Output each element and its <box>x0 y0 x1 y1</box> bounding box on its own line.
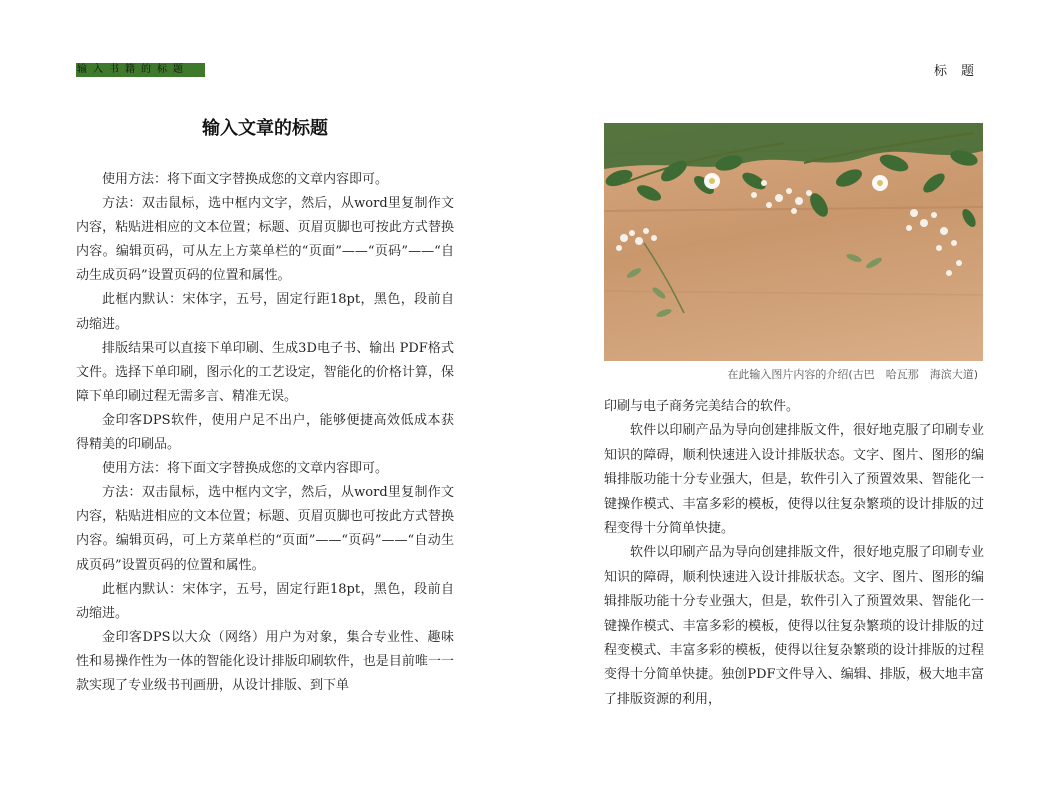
right-paragraph: 印刷与电子商务完美结合的软件。 <box>604 399 800 414</box>
right-paragraph: 软件以印刷产品为导向创建排版文件，很好地克服了印刷专业知识的障碍，顺利快速进入设计排版状态。文字、图片、图形的编辑排版功能十分专业强大，但是，软件引入了预置效果、智能化一键操作模式、丰富多彩的模板，使得以往复杂繁琐的设计排版的过程变得十分简单快捷。 <box>604 423 984 537</box>
right-paragraph: 软件以印刷产品为导向创建排版文件，很好地克服了印刷专业知识的障碍，顺利快速进入设计排版状态。文字、图片、图形的编辑排版功能十分专业强大，但是，软件引入了预置效果、智能化一键操作模式、丰富多彩的模板，使得以往复杂繁琐的设计排版的过程变模式、丰富多彩的模板，使得以往复杂繁琐的设计排版的过程变得十分简单快捷。独创PDF文件导入、编辑、排版，极大地丰富了排版资源的利用， <box>604 545 984 707</box>
section-title-header: 标题 <box>934 64 989 79</box>
left-paragraph: 使用方法：将下面文字替换成您的文章内容即可。 <box>102 172 389 187</box>
left-paragraph: 方法：双击鼠标，选中框内文字，然后，从word里复制作文内容，粘贴进相应的文本位置；标题、页眉页脚也可按此方式替换内容。编辑页码，可从左上方菜单栏的“页面”——“页码”——“自动生成页码”设置页码的位置和属性。 <box>76 196 454 284</box>
left-paragraph: 此框内默认：宋体字，五号，固定行距18pt，黑色，段前自动缩进。 <box>76 581 454 621</box>
article-title: 输入文章的标题 <box>202 118 328 139</box>
left-paragraph: 此框内默认：宋体字，五号，固定行距18pt，黑色，段前自动缩进。 <box>76 292 454 332</box>
left-page <box>76 116 454 698</box>
left-paragraph: 排版结果可以直接下单印刷、生成3D电子书、输出 PDF格式文件。选择下单印刷，图示化的工艺设定，智能化的价格计算，保障下单印刷过程无需多言、精准无误。 <box>76 340 454 404</box>
flowers-photo <box>604 123 983 361</box>
image-caption: 在此输入图片内容的介绍(古巴 哈瓦那 海滨大道) <box>727 368 978 381</box>
left-paragraph: 金印客DPS以大众（网络）用户为对象，集合专业性、趣味性和易操作性为一体的智能化设计排版印刷软件，也是目前唯一一款实现了专业级书刊画册，从设计排版、到下单 <box>76 629 454 693</box>
left-paragraph: 使用方法：将下面文字替换成您的文章内容即可。 <box>102 461 389 477</box>
book-title-header: 输入书籍的标题 <box>76 63 205 77</box>
right-page <box>604 123 984 712</box>
flowers-illustration <box>604 123 983 361</box>
left-paragraph: 方法：双击鼠标，选中框内文字，然后，从word里复制作文内容，粘贴进相应的文本位置；标题、页眉页脚也可按此方式替换内容。编辑页码，可上方菜单栏的“页面”——“页码”——“自动生成页码”设置页码的位置和属性。 <box>76 485 454 573</box>
left-paragraph: 金印客DPS软件，使用户足不出户，能够便捷高效低成本获得精美的印刷品。 <box>76 412 454 453</box>
